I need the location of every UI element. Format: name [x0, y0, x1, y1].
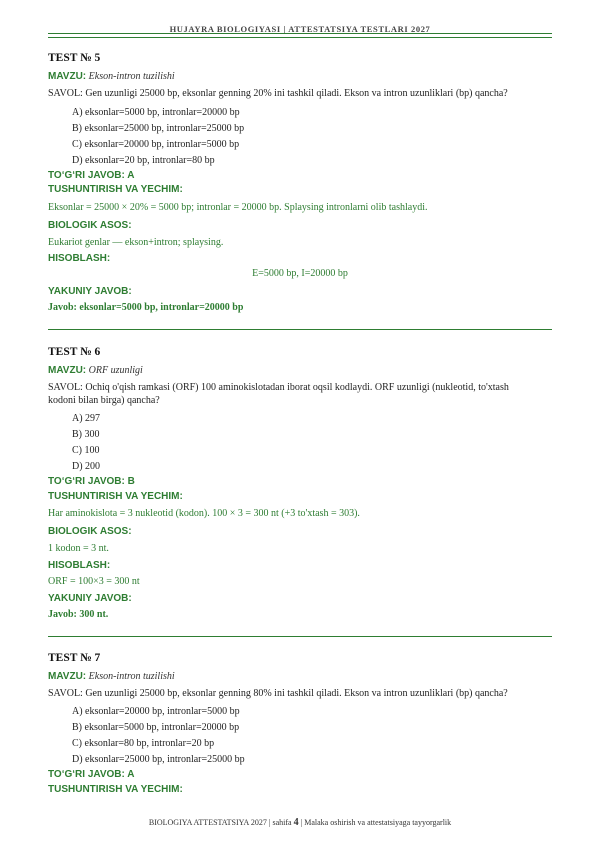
test-7-explain-heading: TUSHUNTIRISH VA YECHIM: — [48, 784, 183, 795]
topic-value: Ekson-intron tuzilishi — [88, 671, 175, 682]
test-6-option-c: C) 100 — [72, 445, 100, 456]
test-6-basis-heading: BIOLOGIK ASOS: — [48, 526, 132, 537]
test-6-explain-heading: TUSHUNTIRISH VA YECHIM: — [48, 491, 183, 502]
topic-value: ORF uzunligi — [88, 365, 143, 376]
test-5-explain-heading: TUSHUNTIRISH VA YECHIM: — [48, 184, 183, 195]
footer-separator: | — [300, 818, 303, 827]
test-5-answer — [48, 170, 135, 181]
test-6-option-a: A) 297 — [72, 413, 101, 424]
test-6-option-b: B) 300 — [72, 429, 100, 440]
test-5-basis-text: Eukariot genlar — ekson+intron; splaysing. — [48, 237, 224, 248]
footer-separator: | — [268, 818, 271, 827]
answer-value: A — [127, 170, 135, 181]
test-5-title: TEST № 5 — [48, 52, 101, 64]
topic-value: Ekson-intron tuzilishi — [88, 71, 175, 82]
test-6-calc-formula: ORF = 100×3 = 300 nt — [48, 576, 140, 587]
page-footer — [48, 817, 552, 828]
footer-left: BIOLOGIYA ATTESTATSIYA 2027 — [148, 818, 267, 827]
test-7-option-b: B) eksonlar=5000 bp, intronlar=20000 bp — [72, 722, 240, 733]
answer-label: TO‘G‘RI JAVOB: — [48, 476, 125, 487]
test-7-option-c: C) eksonlar=80 bp, intronlar=20 bp — [72, 738, 215, 749]
page-number: 4 — [293, 817, 299, 828]
section-divider — [48, 329, 552, 330]
test-5-calc-formula: E=5000 bp, I=20000 bp — [252, 268, 348, 279]
test-5-option-d: D) eksonlar=20 bp, intronlar=80 bp — [72, 155, 215, 166]
footer-right: Malaka oshirish va attestatsiyaga tayyorgarlik — [304, 818, 452, 827]
test-6-option-d: D) 200 — [72, 461, 101, 472]
test-6-question-line-2: kodoni bilan birga) qancha? — [48, 395, 160, 406]
test-6-final-heading: YAKUNIY JAVOB: — [48, 593, 132, 604]
section-divider — [48, 33, 552, 34]
test-5-explain-text: Eksonlar = 25000 × 20% = 5000 bp; intronlar = 20000 bp. Splaysing intronlarni olib tashlaydi. — [48, 202, 428, 213]
test-7-topic — [48, 670, 552, 683]
answer-value: B — [127, 476, 135, 487]
test-6-answer — [48, 476, 135, 487]
test-5-basis-heading: BIOLOGIK ASOS: — [48, 220, 132, 231]
test-5-topic — [48, 70, 552, 83]
test-5-option-a: A) eksonlar=5000 bp, intronlar=20000 bp — [72, 107, 240, 118]
test-6-explain-text: Har aminokislota = 3 nukleotid (kodon). 100 × 3 = 300 nt (+3 to'xtash = 303). — [48, 508, 360, 519]
test-6-title: TEST № 6 — [48, 346, 101, 358]
answer-value: A — [127, 769, 135, 780]
test-5-question: SAVOL: Gen uzunligi 25000 bp, eksonlar genning 20% ini tashkil qiladi. Ekson va intron uzunliklari (bp) qancha? — [48, 88, 508, 99]
answer-label: TO‘G‘RI JAVOB: — [48, 769, 125, 780]
test-5-final-answer: Javob: eksonlar=5000 bp, intronlar=20000 bp — [48, 302, 244, 313]
running-header: HUJAYRA BIOLOGIYASI | ATTESTATSIYA TESTLARI 2027 — [48, 24, 552, 38]
test-5-final-heading: YAKUNIY JAVOB: — [48, 286, 132, 297]
test-6-question-line-1: SAVOL: Ochiq o'qish ramkasi (ORF) 100 aminokislotadan iborat oqsil kodlaydi. ORF uzunligi (nukleotid, to'xtash — [48, 382, 509, 393]
test-6-topic — [48, 364, 552, 377]
test-5-option-c: C) eksonlar=20000 bp, intronlar=5000 bp — [72, 139, 240, 150]
topic-label: MAVZU: — [48, 671, 87, 682]
test-6-calc-heading: HISOBLASH: — [48, 560, 111, 571]
test-7-answer — [48, 769, 135, 780]
test-7-question: SAVOL: Gen uzunligi 25000 bp, eksonlar genning 80% ini tashkil qiladi. Ekson va intron uzunliklari (bp) qancha? — [48, 688, 508, 699]
topic-label: MAVZU: — [48, 71, 87, 82]
section-divider — [48, 636, 552, 637]
topic-label: MAVZU: — [48, 365, 87, 376]
test-6-final-answer: Javob: 300 nt. — [48, 609, 109, 620]
answer-label: TO‘G‘RI JAVOB: — [48, 170, 125, 181]
test-7-title: TEST № 7 — [48, 652, 101, 664]
test-7-option-d: D) eksonlar=25000 bp, intronlar=25000 bp — [72, 754, 245, 765]
footer-page-prefix: sahifa — [272, 818, 292, 827]
test-6-basis-text: 1 kodon = 3 nt. — [48, 543, 109, 554]
test-5-option-b: B) eksonlar=25000 bp, intronlar=25000 bp — [72, 123, 245, 134]
test-5-calc-heading: HISOBLASH: — [48, 253, 111, 264]
test-7-option-a: A) eksonlar=20000 bp, intronlar=5000 bp — [72, 706, 240, 717]
